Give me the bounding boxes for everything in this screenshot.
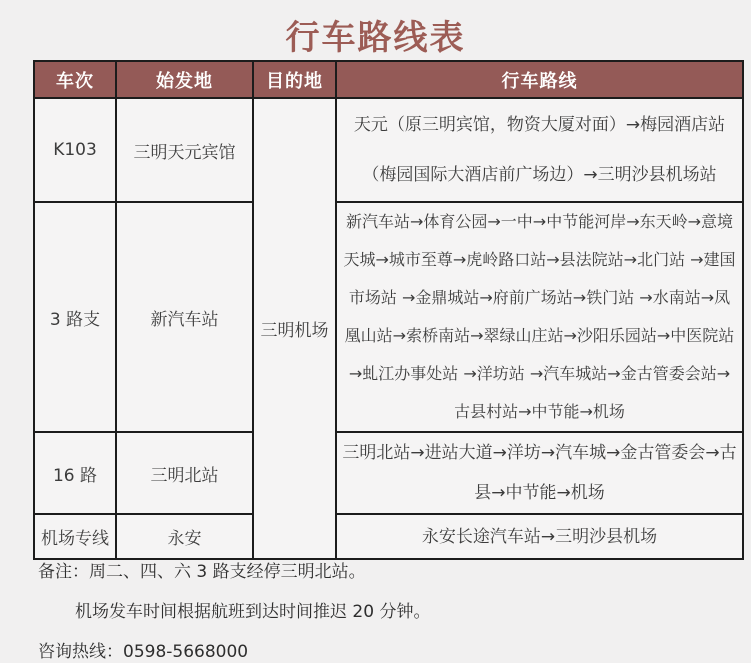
note-hotline: 咨询热线：0598-5668000 [38, 642, 249, 662]
cell-route: 天元（原三明宾馆，物资大厦对面）→梅园酒店站（梅园国际大酒店前广场边）→三明沙县机场站 [336, 98, 743, 202]
table-row-k103 [34, 98, 743, 202]
cell-origin: 新汽车站 [116, 202, 253, 432]
table-row-3luzhi [34, 202, 743, 432]
cell-route: 永安长途汽车站→三明沙县机场 [336, 514, 743, 559]
header-origin: 始发地 [116, 61, 253, 98]
header-destination: 目的地 [253, 61, 336, 98]
table-row-airport-line [34, 514, 743, 559]
cell-origin: 三明北站 [116, 432, 253, 514]
note-departure-delay: 机场发车时间根据航班到达时间推迟 20 分钟。 [75, 602, 431, 622]
route-table [33, 60, 744, 560]
cell-bus-number: 16 路 [34, 432, 116, 514]
table-header-row [34, 61, 743, 98]
note-remark: 备注：周二、四、六 3 路支经停三明北站。 [38, 562, 366, 582]
cell-bus-number: 3 路支 [34, 202, 116, 432]
cell-route: 三明北站→进站大道→洋坊→汽车城→金古管委会→古县→中节能→机场 [336, 432, 743, 514]
cell-destination: 三明机场 [253, 98, 336, 559]
cell-route: 新汽车站→体育公园→一中→中节能河岸→东天岭→意境天城→城市至尊→虎岭路口站→县法院站→北门站 →建国市场站 →金鼎城站→府前广场站→铁门站 →水南站→凤凰山站→索桥南站→翠绿山庄站→沙阳乐园站→中医院站→虬江办事处站 →洋坊站 →汽车城站→金古管委会站→古县村站→中节能→机场 [336, 202, 743, 432]
header-bus-number: 车次 [34, 61, 116, 98]
page-title: 行车路线表 [285, 18, 466, 58]
cell-bus-number: K103 [34, 98, 116, 202]
cell-origin: 永安 [116, 514, 253, 559]
cell-origin: 三明天元宾馆 [116, 98, 253, 202]
cell-bus-number: 机场专线 [34, 514, 116, 559]
header-route: 行车路线 [336, 61, 743, 98]
table-row-16lu [34, 432, 743, 514]
